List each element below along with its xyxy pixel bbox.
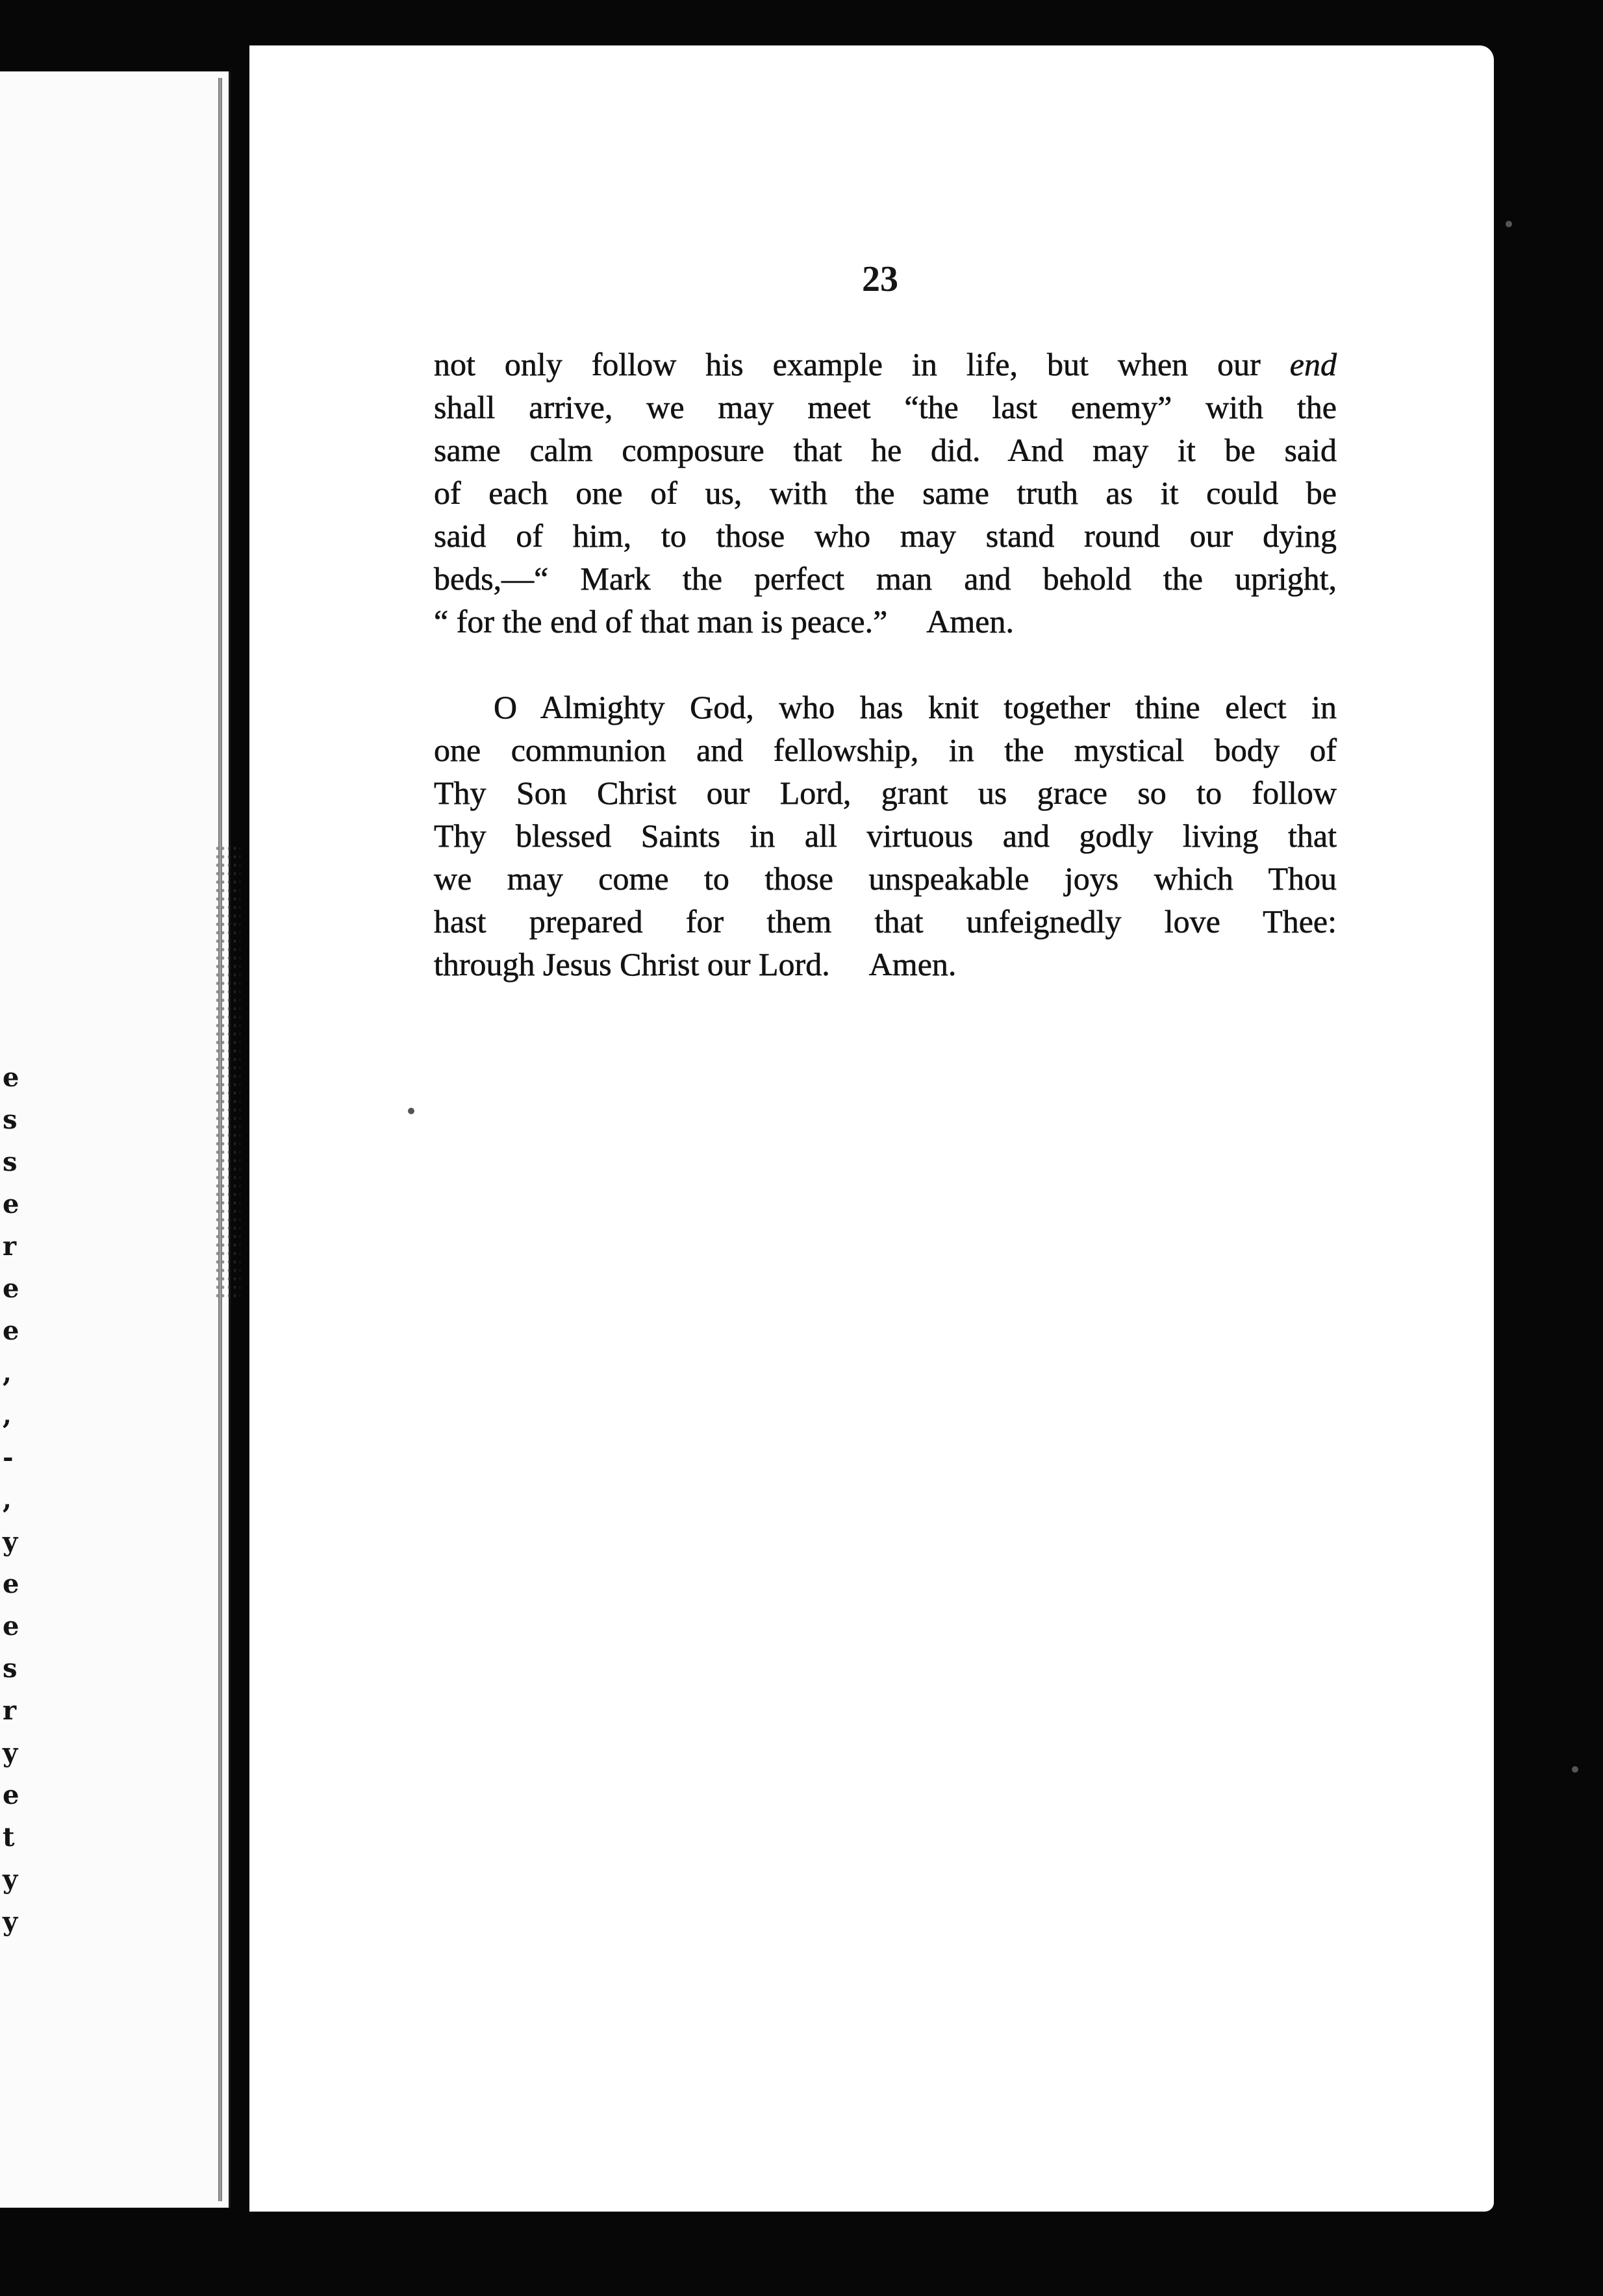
- edge-fragment: e: [3, 1316, 19, 1346]
- text-line-content: through Jesus Christ our Lord.: [434, 946, 830, 982]
- ink-speck: [1506, 221, 1512, 227]
- edge-fragment: e: [3, 1189, 19, 1219]
- ink-speck: [408, 1108, 414, 1114]
- text-line: beds,—“ Mark the perfect man and behold the upright,: [434, 560, 1337, 597]
- edge-fragment: e: [3, 1273, 19, 1304]
- edge-fragment: ,: [3, 1358, 12, 1388]
- text-line: hast prepared for them that unfeignedly love Thee:: [434, 903, 1337, 940]
- edge-fragment: -: [3, 1442, 14, 1473]
- ink-speck: [1572, 1766, 1578, 1773]
- text-line: shall arrive, we may meet “the last enemy” with the: [434, 389, 1337, 425]
- edge-fragment: s: [3, 1104, 18, 1135]
- edge-fragment: e: [3, 1780, 19, 1810]
- text-line: said of him, to those who may stand round our dying: [434, 518, 1337, 554]
- edge-fragment: e: [3, 1569, 19, 1599]
- paragraph-collect-prayer: [434, 686, 1337, 986]
- text-line: Thy Son Christ our Lord, grant us grace so to follow: [434, 775, 1337, 811]
- previous-page-edge: [0, 71, 231, 2208]
- text-line: [434, 600, 1337, 643]
- italic-word: end: [1289, 346, 1337, 382]
- amen: Amen.: [868, 946, 957, 982]
- edge-fragment: y: [3, 1738, 18, 1768]
- edge-fragment: r: [3, 1231, 17, 1262]
- edge-fragment: r: [3, 1695, 17, 1726]
- edge-fragment: ,: [3, 1484, 12, 1515]
- text-line-content: “ for the end of that man is peace.”: [434, 603, 888, 640]
- text-line: same calm composure that he did. And may it be said: [434, 432, 1337, 468]
- edge-fragment: y: [3, 1864, 18, 1895]
- text-line: Thy blessed Saints in all virtuous and godly living that: [434, 817, 1337, 854]
- edge-fragment: s: [3, 1147, 18, 1177]
- previous-page-letter-fragments: [0, 0, 26, 2296]
- edge-fragment: y: [3, 1906, 18, 1937]
- text-line: of each one of us, with the same truth as it could be: [434, 475, 1337, 511]
- text-line: [434, 343, 1337, 386]
- gutter-specks: [214, 844, 240, 1299]
- text-line: we may come to those unspeakable joys which Thou: [434, 860, 1337, 897]
- text-line: O Almighty God, who has knit together thine elect in: [494, 689, 1337, 725]
- text-line: one communion and fellowship, in the mystical body of: [434, 732, 1337, 768]
- amen: Amen.: [926, 603, 1014, 640]
- page-body: [434, 343, 1337, 986]
- edge-fragment: t: [3, 1822, 15, 1853]
- edge-fragment: y: [3, 1527, 18, 1557]
- edge-fragment: ,: [3, 1400, 12, 1430]
- paragraph-closing-exhortation: [434, 343, 1337, 643]
- text-line-content: not only follow his example in life, but when our: [434, 346, 1290, 382]
- edge-fragment: e: [3, 1062, 19, 1093]
- text-line: [434, 943, 1337, 986]
- edge-fragment: s: [3, 1653, 18, 1684]
- edge-fragment: e: [3, 1611, 19, 1641]
- page-number: 23: [862, 259, 898, 299]
